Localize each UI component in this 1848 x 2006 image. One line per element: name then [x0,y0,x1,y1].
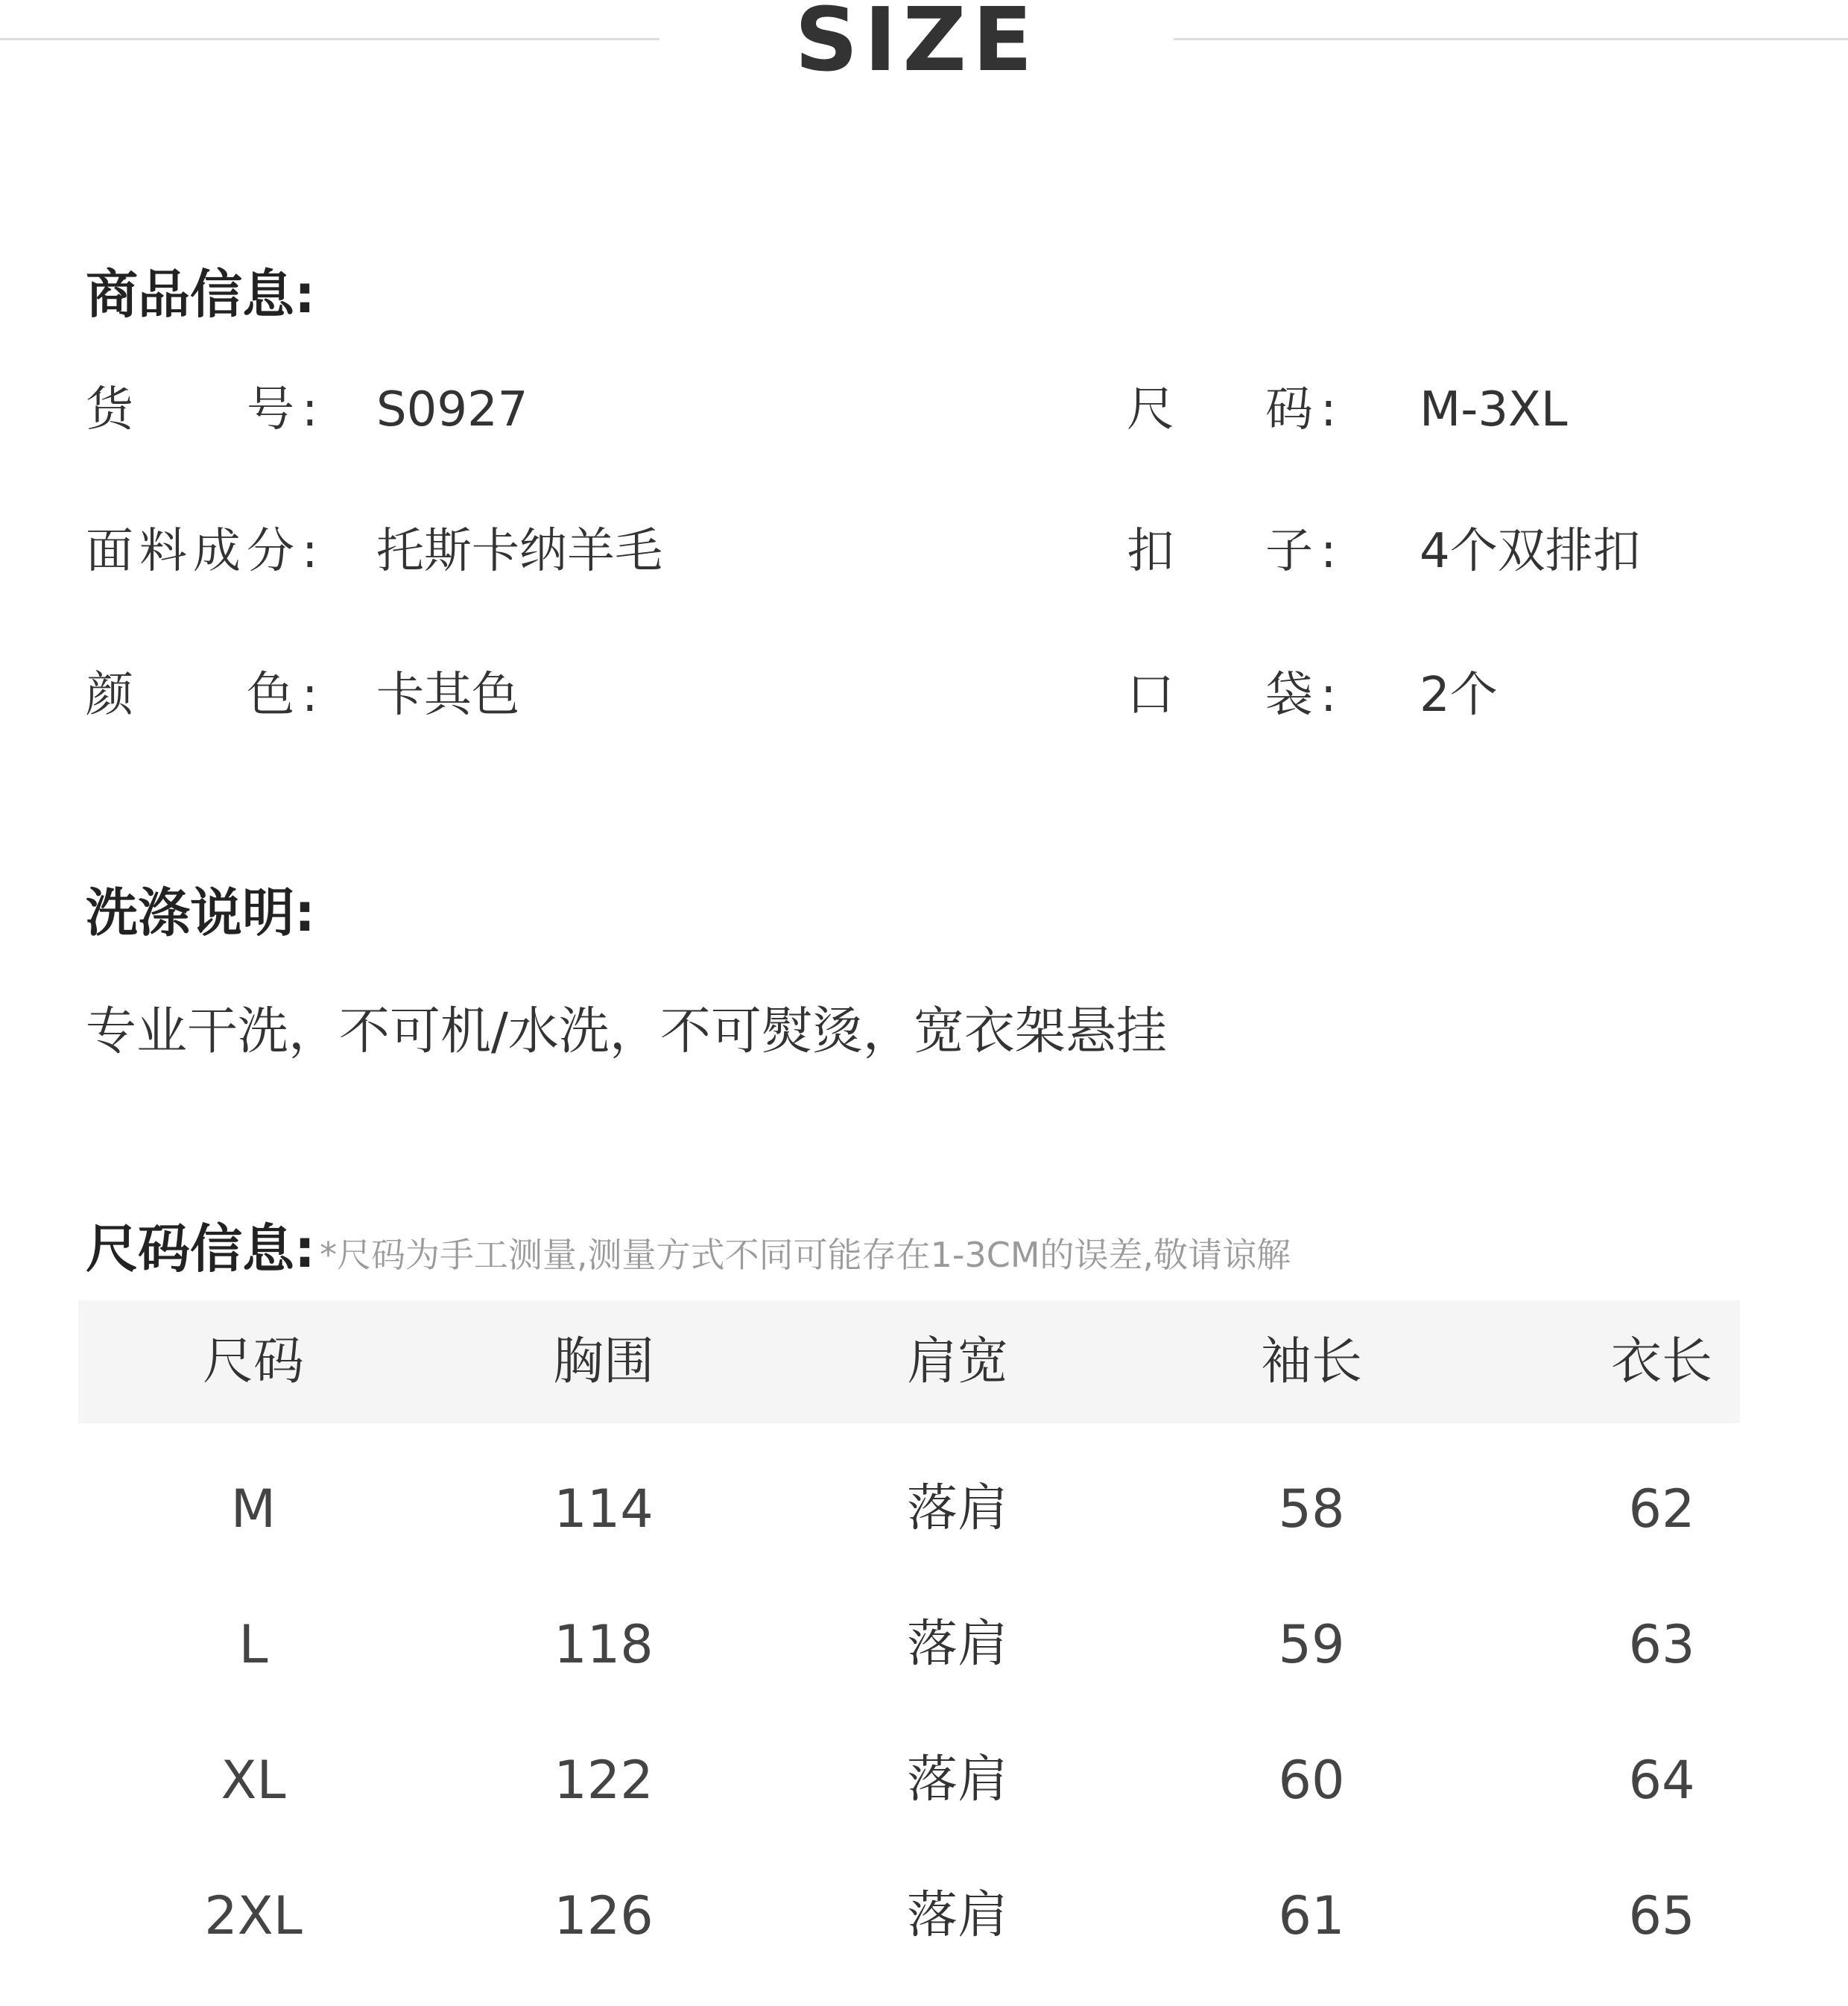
info-label-pockets: 口 袋 [1127,668,1313,723]
header-cell-shoulder: 肩宽 [906,1332,1008,1391]
size-info-heading [86,1207,1291,1282]
table-row: L 118 落肩 59 63 [238,1614,1695,1675]
info-value-size: M-3XL [1420,382,1568,437]
header-cell-chest: 胸围 [552,1332,654,1391]
info-row-1: 货 号 : S0927 尺 码 : M-3XL [0,380,1848,440]
info-row-3: 颜 色 : 卡其色 口 袋 : 2个 [0,665,1848,725]
header-cell-size: 尺码 [202,1332,304,1391]
info-value-fabric: 托斯卡纳羊毛 [376,524,662,579]
info-label-size: 尺 码 [1127,382,1313,437]
size-table-header [78,1300,1740,1423]
size-info-note: *尺码为手工测量,测量方式不同可能存在1-3CM的误差,敬请谅解 [320,1235,1291,1275]
table-row: 2XL 126 落肩 61 65 [204,1885,1695,1946]
page-title: SIZE [794,0,1039,91]
info-value-pockets: 2个 [1420,668,1498,723]
header-rule-right [1174,38,1848,40]
product-info-title: 商品信息: [86,264,315,325]
info-label-buttons: 扣 子 [1127,524,1313,579]
info-value-color: 卡其色 [376,668,519,723]
table-row: M 114 落肩 58 62 [230,1478,1695,1540]
care-text: 专业干洗，不可机/水洗，不可熨烫，宽衣架悬挂 [86,1002,1167,1061]
info-value-buttons: 4个双排扣 [1420,524,1641,579]
header-cell-length: 衣长 [1610,1332,1712,1391]
size-info-title: 尺码信息: [86,1218,315,1279]
info-label-fabric: 面 料 成 分 [86,524,294,579]
care-title: 洗涤说明: [86,882,315,943]
info-value-item-no: S0927 [376,382,528,437]
table-row: XL 122 落肩 60 64 [221,1750,1695,1811]
info-label-item-no: 货 号 [86,382,294,437]
header-rule-left [0,38,659,40]
info-row-2: 面 料 成 分 : 托斯卡纳羊毛 扣 子 : 4个双排扣 [0,522,1848,581]
header-cell-sleeve: 袖长 [1260,1332,1362,1391]
info-label-color: 颜 色 [86,668,294,723]
